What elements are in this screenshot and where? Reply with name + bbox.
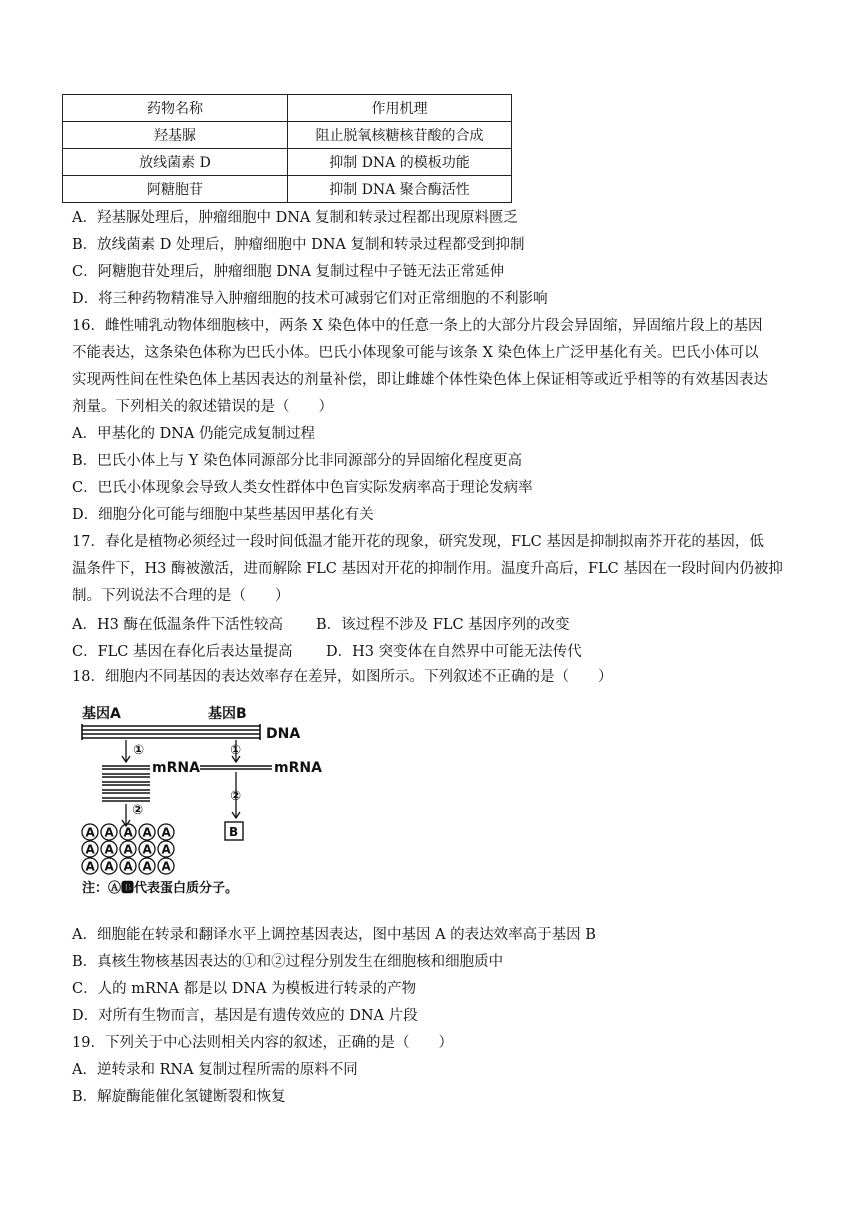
- protein-a-label: A: [104, 842, 114, 857]
- q17-stem-line: 制。下列说法不合理的是（ ）: [72, 588, 290, 604]
- gene-b-label: 基因B: [208, 706, 247, 722]
- gene-expression-diagram: [80, 702, 350, 898]
- protein-a-label: A: [142, 842, 152, 857]
- gene-a-label: 基因A: [82, 706, 121, 722]
- mrna-b-label: mRNA: [274, 760, 322, 776]
- q17-stem-line: 温条件下，H3 酶被激活，进而解除 FLC 基因对开花的抑制作用。温度升高后，FLC 基因在一段时间内仍被抑: [72, 561, 783, 577]
- q15-option-b: B．放线菌素 D 处理后，肿瘤细胞中 DNA 复制和转录过程都受到抑制: [72, 237, 525, 253]
- step-2-b-label: ②: [230, 789, 242, 804]
- mrna-a-label: mRNA: [152, 760, 200, 776]
- protein-a-label: A: [85, 825, 95, 840]
- step-2-a-label: ②: [132, 803, 144, 818]
- q18-option-a: A．细胞能在转录和翻译水平上调控基因表达，图中基因 A 的表达效率高于基因 B: [72, 927, 596, 943]
- table-cell: 羟基脲: [63, 122, 288, 149]
- q16-stem-line: 16．雌性哺乳动物体细胞核中，两条 X 染色体中的任意一条上的大部分片段会异固缩，异固缩片段上的基因: [72, 318, 763, 334]
- q17-option-b: B．该过程不涉及 FLC 基因序列的改变: [316, 617, 570, 633]
- q19-stem: 19．下列关于中心法则相关内容的叙述，正确的是（ ）: [72, 1035, 453, 1051]
- q16-stem-line: 剂量。下列相关的叙述错误的是（ ）: [72, 399, 333, 415]
- step-1-a-label: ①: [133, 743, 145, 758]
- q19-option-a: A．逆转录和 RNA 复制过程所需的原料不同: [72, 1062, 358, 1078]
- protein-a-group: [82, 824, 174, 874]
- table-row: [63, 176, 512, 203]
- diagram-note: 注：Ⓐ🅱代表蛋白质分子。: [82, 881, 239, 896]
- q16-option-c: C．巴氏小体现象会导致人类女性群体中色盲实际发病率高于理论发病率: [72, 480, 533, 496]
- table-row: [63, 122, 512, 149]
- q17-stem-line: 17．春化是植物必须经过一段时间低温才能开花的现象，研究发现，FLC 基因是抑制拟南芥开花的基因，低: [72, 534, 764, 550]
- protein-a-label: A: [123, 859, 133, 874]
- q16-stem-line: 实现两性间在性染色体上基因表达的剂量补偿，即让雌雄个体性染色体上保证相等或近乎相等的有效基因表达: [72, 372, 768, 388]
- drug-table: [62, 94, 512, 203]
- q18-stem: 18．细胞内不同基因的表达效率存在差异，如图所示。下列叙述不正确的是（ ）: [72, 669, 613, 685]
- table-header-row: [63, 95, 512, 122]
- q19-option-b: B．解旋酶能催化氢键断裂和恢复: [72, 1089, 286, 1105]
- mrna-stack-a: [102, 766, 150, 801]
- table-cell: 抑制 DNA 的模板功能: [288, 149, 512, 176]
- protein-a-label: A: [123, 842, 133, 857]
- q17-option-c: C．FLC 基因在春化后表达量提高: [72, 644, 293, 660]
- table-row: [63, 149, 512, 176]
- protein-a-label: A: [85, 842, 95, 857]
- step-1-b-label: ①: [230, 743, 242, 758]
- q15-option-c: C．阿糖胞苷处理后，肿瘤细胞 DNA 复制过程中子链无法正常延伸: [72, 264, 505, 280]
- protein-a-label: A: [161, 825, 171, 840]
- protein-b-label: B: [229, 825, 239, 839]
- table-cell: 抑制 DNA 聚合酶活性: [288, 176, 512, 203]
- q16-option-b: B．巴氏小体上与 Y 染色体同源部分比非同源部分的异固缩化程度更高: [72, 453, 522, 469]
- q16-option-a: A．甲基化的 DNA 仍能完成复制过程: [72, 426, 315, 442]
- protein-a-label: A: [142, 825, 152, 840]
- q18-option-c: C．人的 mRNA 都是以 DNA 为模板进行转录的产物: [72, 981, 417, 997]
- protein-a-label: A: [104, 825, 114, 840]
- protein-a-label: A: [161, 859, 171, 874]
- table-cell: 阿糖胞苷: [63, 176, 288, 203]
- q15-option-d: D．将三种药物精准导入肿瘤细胞的技术可减弱它们对正常细胞的不利影响: [72, 291, 548, 307]
- q17-option-a: A．H3 酶在低温条件下活性较高: [72, 617, 283, 633]
- protein-a-label: A: [142, 859, 152, 874]
- protein-a-label: A: [161, 842, 171, 857]
- q18-option-b: B．真核生物核基因表达的①和②过程分别发生在细胞核和细胞质中: [72, 954, 504, 970]
- dna-label: DNA: [266, 726, 301, 742]
- q18-option-d: D．对所有生物而言，基因是有遗传效应的 DNA 片段: [72, 1008, 418, 1024]
- table-header-cell: 药物名称: [63, 95, 288, 122]
- q15-option-a: A．羟基脲处理后，肿瘤细胞中 DNA 复制和转录过程都出现原料匮乏: [72, 210, 518, 226]
- protein-a-label: A: [85, 859, 95, 874]
- table-cell: 阻止脱氧核糖核苷酸的合成: [288, 122, 512, 149]
- protein-a-label: A: [104, 859, 114, 874]
- dna-strand: [82, 724, 260, 740]
- table-cell: 放线菌素 D: [63, 149, 288, 176]
- table-header-cell: 作用机理: [288, 95, 512, 122]
- q16-option-d: D．细胞分化可能与细胞中某些基因甲基化有关: [72, 507, 374, 523]
- q17-option-d: D．H3 突变体在自然界中可能无法传代: [326, 644, 582, 660]
- protein-a-label: A: [123, 825, 133, 840]
- q16-stem-line: 不能表达，这条染色体称为巴氏小体。巴氏小体现象可能与该条 X 染色体上广泛甲基化有关。巴氏小体可以: [72, 345, 759, 361]
